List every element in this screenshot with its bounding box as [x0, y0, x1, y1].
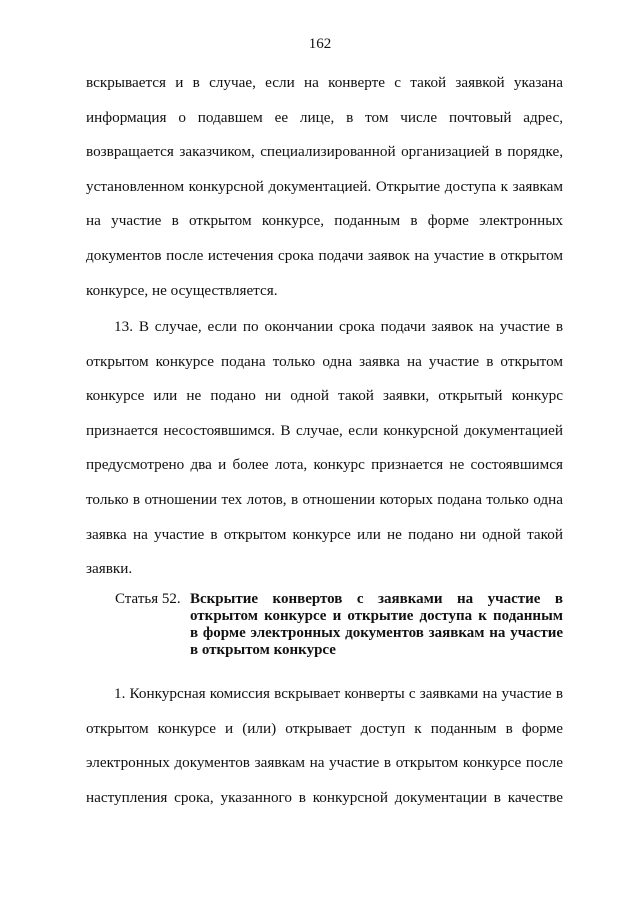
text-line: признается несостоявшимся. В случае, если конкурсной документацией: [86, 421, 563, 439]
article-label: Статья 52.: [115, 591, 181, 607]
text-line: установленном конкурсной документацией. Открытие доступа к заявкам: [86, 177, 563, 195]
paragraph-article-1: [86, 677, 563, 815]
text-line: на участие в открытом конкурсе, поданным в форме электронных: [86, 212, 563, 230]
text-line: электронных документов заявкам на участие в открытом конкурсе после: [86, 754, 563, 772]
text-line: наступления срока, указанного в конкурсной документации в качестве: [86, 788, 563, 806]
text-line: 1. Конкурсная комиссия вскрывает конверты с заявками на участие в: [114, 685, 563, 702]
text-line: открытом конкурсе подана только одна заявка на участие в открытом: [86, 352, 563, 370]
text-line: только в отношении тех лотов, в отношении которых подана только одна: [86, 490, 563, 508]
article-title-line: в форме электронных документов заявкам на участие: [190, 625, 563, 641]
page-number: 162: [308, 36, 332, 52]
text-line: конкурсе, не осуществляется.: [86, 281, 278, 299]
article-title-line: открытом конкурсе и открытие доступа к поданным: [190, 608, 563, 624]
article-title-line: Вскрытие конвертов с заявками на участие в: [190, 591, 563, 607]
text-line: конкурсе или не подано ни одной такой заявки, открытый конкурс: [86, 387, 563, 405]
text-line: открытом конкурсе и (или) открывает доступ к поданным в форме: [86, 719, 563, 737]
text-line: 13. В случае, если по окончании срока подачи заявок на участие в: [114, 318, 563, 335]
article-title-line: в открытом конкурсе: [190, 642, 336, 658]
article-title: [190, 591, 563, 659]
text-line: возвращается заказчиком, специализированной организацией в порядке,: [86, 143, 563, 161]
text-line: информация о подавшем ее лице, в том числе почтовый адрес,: [86, 108, 563, 126]
paragraph-13: [86, 310, 563, 587]
text-line: вскрывается и в случае, если на конверте с такой заявкой указана: [86, 74, 563, 91]
text-line: документов после истечения срока подачи заявок на участие в открытом: [86, 246, 563, 264]
paragraph-continuation: [86, 66, 563, 308]
text-line: предусмотрено два и более лота, конкурс признается не состоявшимся: [86, 456, 563, 474]
text-line: заявки.: [86, 560, 133, 578]
text-line: заявка на участие в открытом конкурсе или не подано ни одной такой: [86, 525, 563, 543]
